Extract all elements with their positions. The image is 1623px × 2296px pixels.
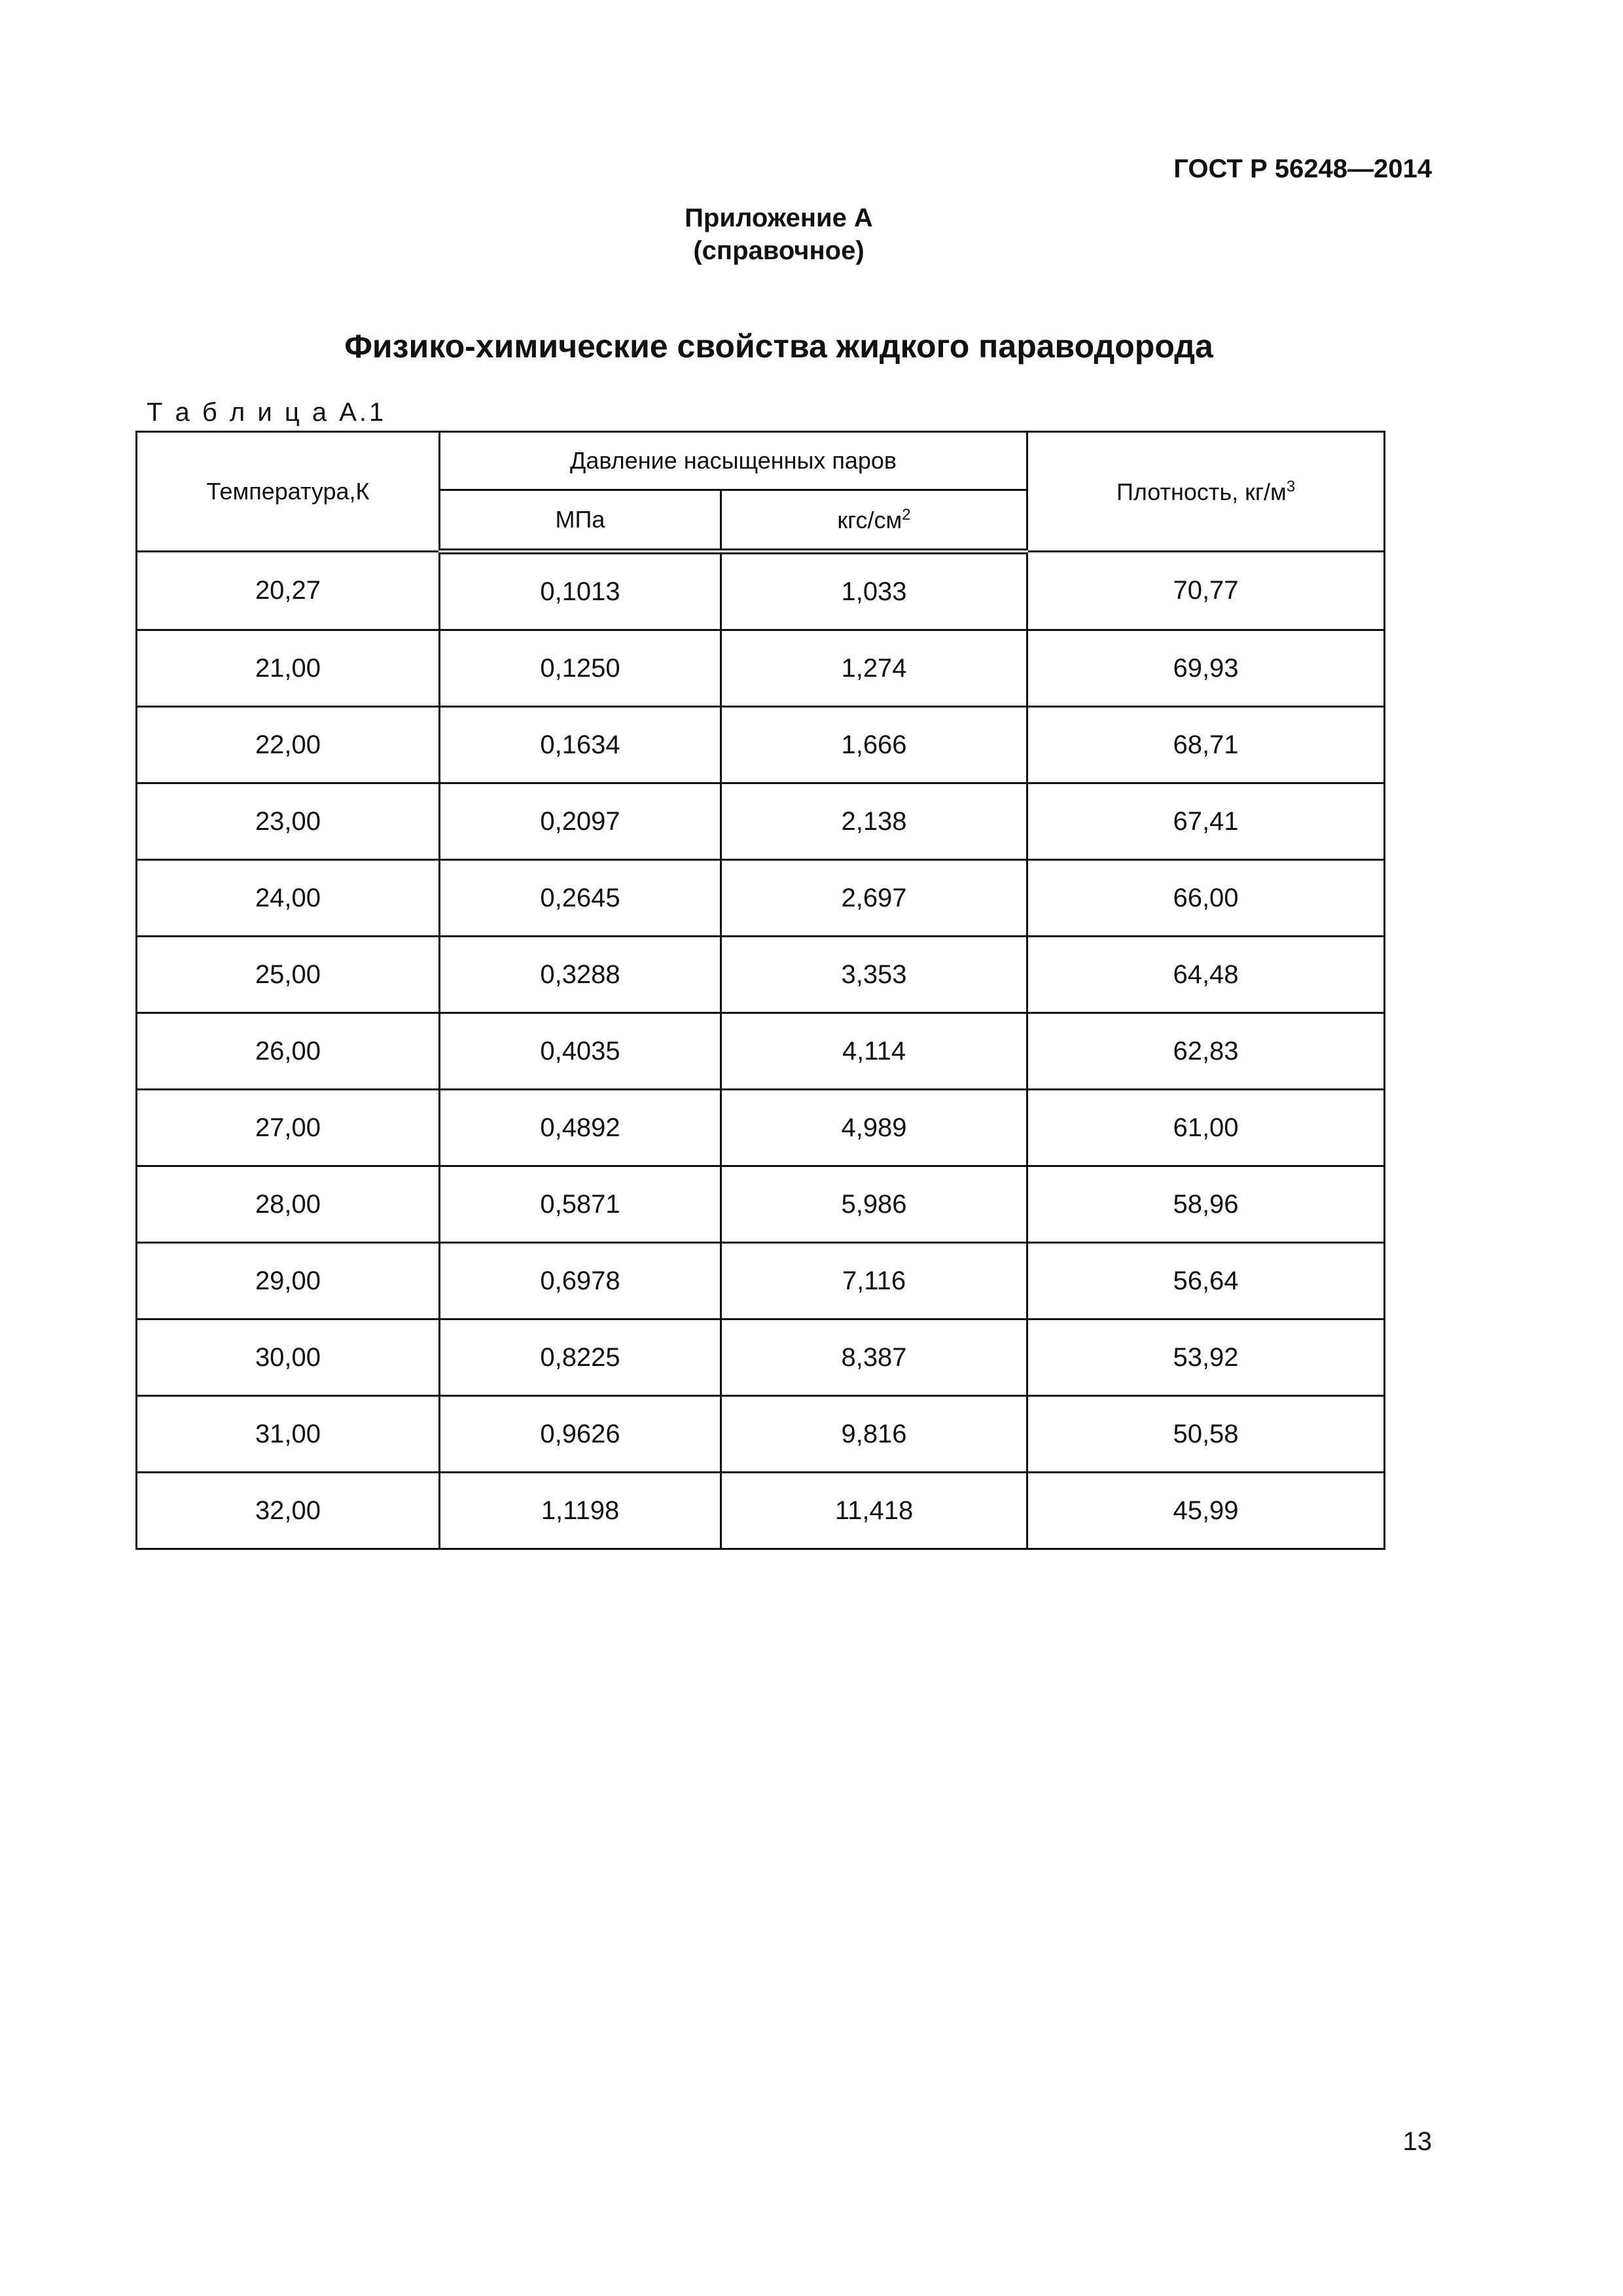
temperature-cell: 23,00 [137, 783, 440, 860]
pressure-mpa-cell: 0,9626 [440, 1396, 721, 1473]
header-mpa: МПа [440, 490, 721, 552]
pressure-mpa-cell: 0,5871 [440, 1166, 721, 1243]
document-code: ГОСТ Р 56248—2014 [1173, 154, 1432, 183]
pressure-kgf-cell: 1,666 [721, 707, 1027, 783]
pressure-kgf-cell: 5,986 [721, 1166, 1027, 1243]
table-row [137, 1396, 1385, 1473]
table-row [137, 1319, 1385, 1396]
pressure-mpa-cell: 0,2097 [440, 783, 721, 860]
pressure-kgf-cell: 1,033 [721, 552, 1027, 630]
kgf-exponent: 2 [902, 505, 911, 524]
temperature-cell: 29,00 [137, 1243, 440, 1319]
density-cell: 53,92 [1027, 1319, 1385, 1396]
page-title: Физико-химические свойства жидкого параводорода [344, 328, 1213, 365]
kgf-unit: кгс/см [837, 506, 902, 533]
temperature-cell: 24,00 [137, 860, 440, 937]
density-cell: 70,77 [1027, 552, 1385, 630]
appendix-subtitle: (справочное) [693, 236, 865, 265]
pressure-mpa-cell: 0,3288 [440, 937, 721, 1013]
pressure-kgf-cell: 9,816 [721, 1396, 1027, 1473]
table-row [137, 1473, 1385, 1549]
appendix-heading [0, 202, 1558, 267]
pressure-kgf-cell: 1,274 [721, 630, 1027, 707]
table-row [137, 707, 1385, 783]
header-density [1027, 432, 1385, 552]
pressure-mpa-cell: 0,1634 [440, 707, 721, 783]
table-row [137, 630, 1385, 707]
density-cell: 68,71 [1027, 707, 1385, 783]
table-row [137, 1166, 1385, 1243]
header-kgf [721, 490, 1027, 552]
temperature-cell: 21,00 [137, 630, 440, 707]
pressure-mpa-cell: 1,1198 [440, 1473, 721, 1549]
table-row [137, 937, 1385, 1013]
table-row [137, 1243, 1385, 1319]
density-cell: 67,41 [1027, 783, 1385, 860]
density-cell: 56,64 [1027, 1243, 1385, 1319]
pressure-kgf-cell: 2,697 [721, 860, 1027, 937]
table-row [137, 1013, 1385, 1090]
density-cell: 61,00 [1027, 1090, 1385, 1166]
table-row [137, 860, 1385, 937]
header-pressure: Давление насыщенных паров [440, 432, 1027, 490]
pressure-kgf-cell: 11,418 [721, 1473, 1027, 1549]
pressure-mpa-cell: 0,6978 [440, 1243, 721, 1319]
table-body [137, 552, 1385, 1549]
temperature-cell: 30,00 [137, 1319, 440, 1396]
density-cell: 62,83 [1027, 1013, 1385, 1090]
temperature-cell: 32,00 [137, 1473, 440, 1549]
density-unit: Плотность, кг/м [1116, 478, 1287, 505]
properties-table [135, 431, 1385, 1550]
pressure-kgf-cell: 4,989 [721, 1090, 1027, 1166]
pressure-mpa-cell: 0,8225 [440, 1319, 721, 1396]
pressure-mpa-cell: 0,1013 [440, 552, 721, 630]
temperature-cell: 20,27 [137, 552, 440, 630]
temperature-cell: 25,00 [137, 937, 440, 1013]
table-row [137, 552, 1385, 630]
density-cell: 58,96 [1027, 1166, 1385, 1243]
pressure-kgf-cell: 4,114 [721, 1013, 1027, 1090]
pressure-mpa-cell: 0,1250 [440, 630, 721, 707]
table-row [137, 783, 1385, 860]
pressure-mpa-cell: 0,4035 [440, 1013, 721, 1090]
pressure-kgf-cell: 3,353 [721, 937, 1027, 1013]
temperature-cell: 31,00 [137, 1396, 440, 1473]
temperature-cell: 26,00 [137, 1013, 440, 1090]
pressure-kgf-cell: 8,387 [721, 1319, 1027, 1396]
page-number: 13 [1402, 2127, 1432, 2156]
density-cell: 64,48 [1027, 937, 1385, 1013]
appendix-title: Приложение А [685, 204, 873, 232]
pressure-kgf-cell: 2,138 [721, 783, 1027, 860]
density-cell: 50,58 [1027, 1396, 1385, 1473]
pressure-mpa-cell: 0,4892 [440, 1090, 721, 1166]
pressure-kgf-cell: 7,116 [721, 1243, 1027, 1319]
density-cell: 66,00 [1027, 860, 1385, 937]
table-row [137, 1090, 1385, 1166]
table-label: Т а б л и ц а А.1 [147, 398, 387, 427]
temperature-cell: 28,00 [137, 1166, 440, 1243]
density-exponent: 3 [1286, 477, 1296, 495]
density-cell: 45,99 [1027, 1473, 1385, 1549]
header-temperature: Температура,К [137, 432, 440, 552]
density-cell: 69,93 [1027, 630, 1385, 707]
pressure-mpa-cell: 0,2645 [440, 860, 721, 937]
temperature-cell: 22,00 [137, 707, 440, 783]
temperature-cell: 27,00 [137, 1090, 440, 1166]
